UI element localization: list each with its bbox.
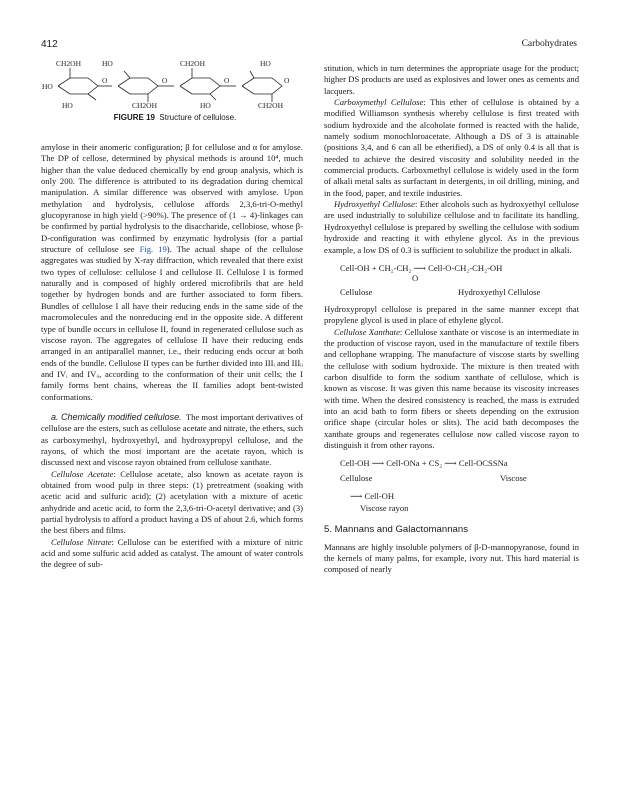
paragraph-text: : Ether alcohols such as hydroxyethyl cellulose are used industrially to solubilize cellulose and to facilitate its handling. Hydroxyethyl cellulose is prepared by swelling the cellulose with sodium hydroxide and reacting it with ethylene glycol. As in the previous example, a low DS of 0.3 is sufficient to solubilize the product in alkali. — [324, 199, 579, 255]
paragraph — [324, 327, 579, 452]
equation-label: Viscose rayon — [360, 503, 409, 514]
subsection-heading: a. Chemically modified cellulose. — [51, 411, 182, 422]
equation-label: Cellulose — [340, 473, 373, 484]
fig-label: HO — [62, 101, 73, 110]
equation-xanthate — [324, 457, 579, 514]
fig-label: CH2OH — [258, 101, 284, 110]
cellulose-structure-figure — [40, 56, 310, 110]
paragraph-text: : Cellulose can be esterified with a mixture of nitric acid and some sulfuric acid added as catalyst. The amount of water controls the degree of sub- — [41, 536, 304, 570]
paragraph — [41, 537, 303, 571]
equation-label: Cellulose — [340, 286, 373, 297]
fig-label: HO — [200, 101, 211, 110]
running-head: Carbohydrates — [521, 39, 577, 49]
term: Carboxymethyl Cellulose — [334, 97, 424, 108]
paragraph — [41, 469, 303, 537]
equation-line: ⟶ Cell-OH — [350, 491, 395, 502]
fig-label: O — [102, 76, 108, 85]
term: Hydroxyethyl Cellulose — [334, 199, 415, 210]
paragraph — [324, 97, 579, 199]
equation-label: Hydroxyethyl Cellulose — [458, 286, 541, 297]
term: Cellulose Xanthate — [334, 326, 400, 337]
fig-label: O — [162, 76, 168, 85]
paragraph-text: : This ether of cellulose is obtained by a modified Williamson synthesis whereby cellulose is first treated with sodium hydroxide and the alcoholate formed is reacted with the halide, namely sodium monochloroacetate. Although a DS of 3 is attainable (positions 3,4, and 6 can all be etherified), a DS of only 0.4 is all that is needed to achieve the desired viscosity and solubility needed in the commercial products. Carboxmethyl cellulose is widely used in the form of alkali metal salts as surfactant in detergents, in oil drilling, mining, and in the food, paper, and textile industries. — [324, 97, 579, 198]
paragraph-text: ). The actual shape of the cellulose aggregates was studied by X-ray diffraction, which revealed that there exist two types of cellulose: cellulose I and cellulose II. Cellulose I is formed naturally and is composed of highly ordered microfibrils that are held together by hydrogen bonds and are further associated to form fibers. Bundles of cellulose I all have their reducing ends in the same side of the macromolecules and the nonreducing end in the opposite side. A different type of bundle occurs in cellulose II, found in regenerated cellulose such as viscose rayon. The aggregates of cellulose II have their reducing ends arranged in an antiparallel manner, i.e., their reducing ends occur at both ends of the bundle. Cellulose II types can be further divided into IIIᵢ and IIIᵢᵢ and IVᵢ and IVᵢᵢ, according to the conformation of their unit cells; the I family forms bent chains, whereas the II families adopt bent-twisted conformations. — [41, 244, 303, 402]
fig-label: CH2OH — [180, 59, 206, 68]
term: Cellulose Acetate — [51, 468, 114, 479]
figure-caption — [60, 113, 290, 122]
paragraph — [41, 142, 303, 403]
fig-label: HO — [42, 82, 53, 91]
fig-label: CH2OH — [56, 59, 82, 68]
fig-label: O — [284, 76, 290, 85]
equation-line: Cell-OH + CH₂-CH₂ ⟶ Cell-O-CH₂-CH₂-OH — [340, 262, 503, 273]
equation-line: Cell-OH ⟶ Cell-ONa + CS₂ ⟶ Cell-OCSSNa — [340, 458, 508, 469]
paragraph: stitution, which in turn determines the appropriate usage for the product; higher DS products are used as explosives and lower ones as cements and lacquers. — [324, 63, 579, 96]
equation-label: Viscose — [500, 473, 527, 484]
left-column — [41, 142, 303, 571]
epoxide-o: O — [412, 272, 419, 283]
paragraph-text: The most important derivatives of cellulose are the esters, such as cellulose acetate and nitrate, the ethers, such as carboxymethyl, hydroxyethyl, and hydroxypropyl cellulose, and the rayons, of which the most important are the acetate rayon, which is discussed next and viscose rayon obtained from cellulose xanthate. — [41, 411, 303, 468]
fig-label: HO — [260, 59, 271, 68]
paragraph — [324, 199, 579, 256]
equation-hydroxyethyl — [324, 262, 579, 298]
right-column — [324, 63, 579, 576]
paragraph-text: amylose in their anomeric configuration; β for cellulose and α for amylose. The DP of cellose, determined by physical methods is around 10⁴, much higher than the value deduced chemically by end group analysis, which is only 200. The difference is attributed to its degradation during chemical manipulation. A similar difference was observed with amylose. Upon methylation and hydrolysis, cellulose affords 2,3,6-tri-O-methyl glucopyranose in high yield (>90%). The presence of (1 → 4)-linkages can be confirmed by partial hydrolysis to the disaccharide, cellobiose, whose β-D-configuration was confirmed by enzymatic hydrolysis (for a partial structure of cellulose see — [41, 142, 303, 255]
fig-label: HO — [102, 59, 113, 68]
paragraph: Hydroxypropyl cellulose is prepared in the same manner except that propylene glycol is used in place of ethylene glycol. — [324, 303, 579, 326]
term: Cellulose Nitrate — [51, 536, 112, 547]
section-heading: 5. Mannans and Galactomannans — [324, 524, 468, 536]
fig-label: O — [224, 76, 230, 85]
paragraph — [41, 412, 303, 469]
fig-label: CH2OH — [132, 101, 158, 110]
figure-caption-text: Structure of cellulose. — [159, 113, 237, 122]
paragraph-text: : Cellulose xanthate or viscose is an intermediate in the production of viscose rayon, used in the manufacture of textile fibers and cellophane wrapping. The manufacture of viscose starts by swelling the cellulose with sodium hydroxide. The mixture is then treated with carbon disulfide to form the sodium xanthate of cellulose, which is known as viscose. It was given this name because its viscosity increases with time. When the desired consistency is reached, the mass is extruded into an acid bath to form fibers or sheets depending on the extrusion orifice shape (circular holes or slits). The acid bath decomposes the xanthate groups and regenerates cellulose now called viscose rayon to distinguish it from other rayons. — [324, 326, 579, 450]
page-number: 412 — [41, 39, 58, 50]
figure-caption-label: FIGURE 19 — [113, 113, 155, 122]
paragraph-text: : Cellulose acetate, also known as acetate rayon is obtained from wood pulp in three steps: (1) pretreatment (soaking with acetic acid and sulfuric acid); (2) acetylation with a mixture of acetic anhydride and acetic acid, to form the 2,3,6-tri-O-acetyl derivative; and (3) partial hydrolysis to afford a product having a DS of about 2.6, which forms the best fibers and films. — [41, 468, 303, 536]
paragraph: Mannans are highly insoluble polymers of β-D-mannopyranose, found in the kernels of many palms, for example, ivory nut. This hard material is composed of nearly — [324, 541, 579, 575]
figure-link[interactable]: Fig. 19 — [139, 244, 167, 255]
